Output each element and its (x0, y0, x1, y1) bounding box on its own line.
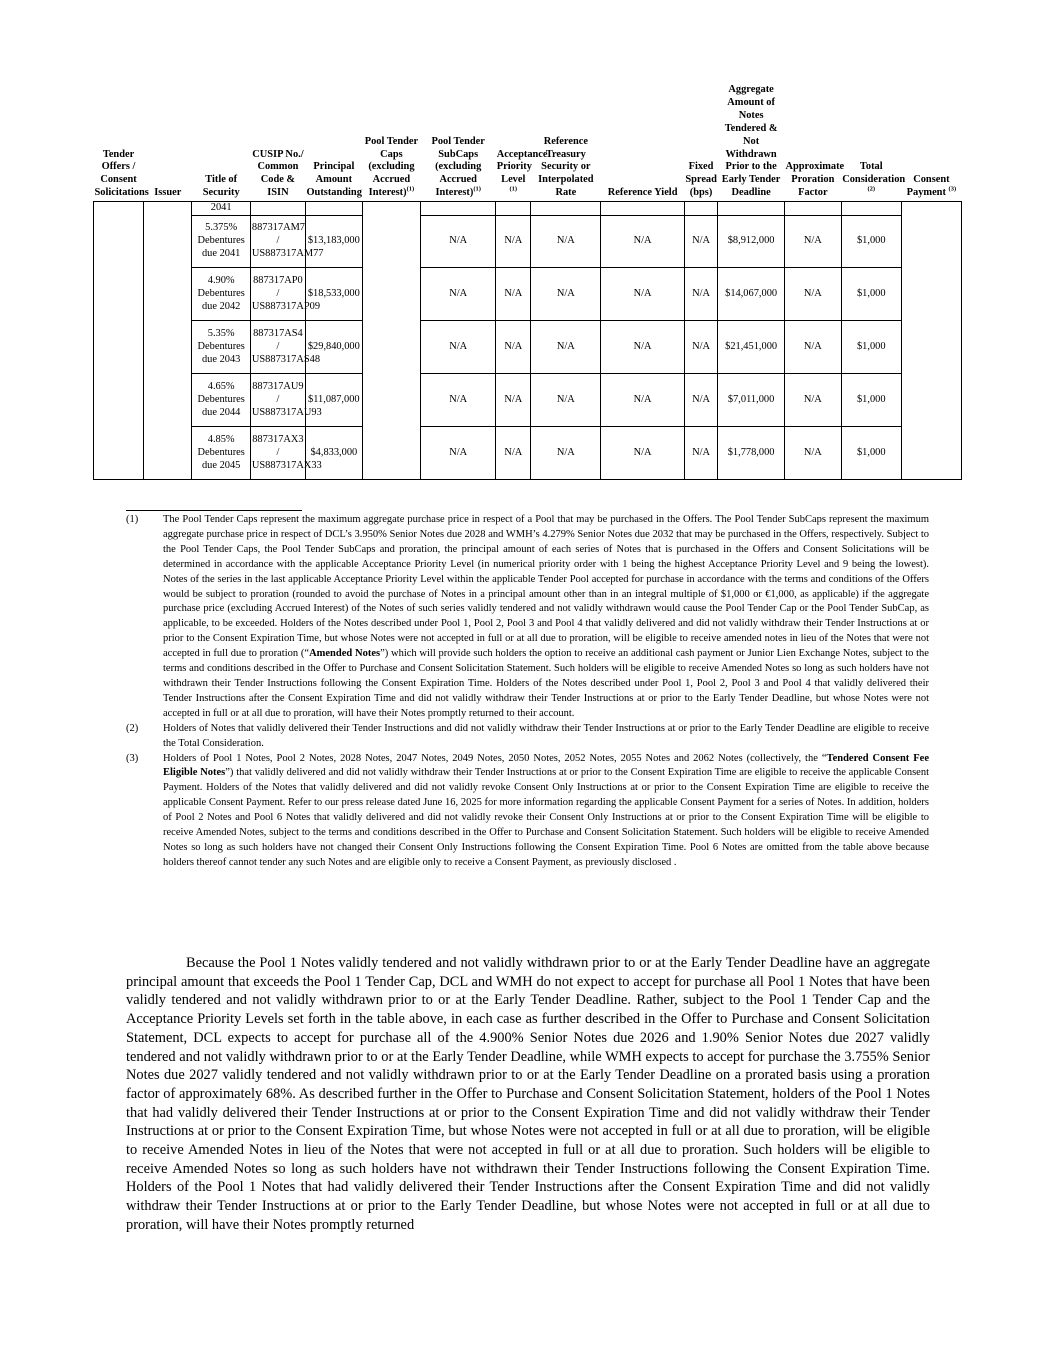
table-row (94, 427, 962, 480)
cell-total: $1,000 (841, 216, 901, 268)
cell-priority: N/A (496, 321, 531, 374)
cell-proration: N/A (784, 268, 841, 321)
cell-title: 4.90% Debentures due 2042 (192, 268, 250, 321)
cell-total: $1,000 (841, 427, 901, 480)
header-priority (496, 84, 548, 202)
header-priority-footnote: (1) (509, 185, 518, 193)
footnote-3-defined-term: Tendered Consent Fee Eligible Notes (163, 752, 929, 779)
cell-aggregate: $21,451,000 (718, 321, 785, 374)
header-cusip (250, 84, 305, 202)
header-consent-footnote: (3) (948, 185, 957, 193)
cell-principal: $13,183,000 (305, 216, 362, 268)
footnote-divider (126, 510, 302, 511)
header-spread (684, 84, 717, 202)
header-cap (362, 84, 420, 202)
cell-proration: N/A (784, 427, 841, 480)
cell-treasury: N/A (531, 216, 601, 268)
cell-spread: N/A (684, 268, 717, 321)
header-offers (94, 84, 149, 202)
cell-principal: $11,087,000 (305, 374, 362, 427)
cell-spread: N/A (684, 216, 717, 268)
cell-proration: N/A (784, 216, 841, 268)
cell-proration: N/A (784, 374, 841, 427)
cell-principal-continued (305, 202, 362, 216)
header-treasury-label: Reference Treasury Security or Interpolated Rate (538, 135, 594, 199)
table-row (94, 268, 962, 321)
cell-consent-merged (901, 202, 961, 480)
footnote-1-defined-term: Amended Notes (309, 648, 381, 660)
cell-yield: N/A (601, 268, 684, 321)
header-cusip-label: CUSIP No./ Common Code & ISIN (252, 148, 304, 199)
cell-priority: N/A (496, 374, 531, 427)
cell-spread: N/A (684, 427, 717, 480)
footnote-2-number: (2) (126, 722, 139, 734)
header-total-label: Total Consideration (842, 161, 906, 186)
header-issuer-label: Issuer (154, 187, 182, 199)
footnote-2 (126, 722, 929, 752)
cell-cusip: 887317AM7 / US887317AM77 (250, 216, 305, 268)
header-total (841, 84, 906, 202)
cell-subcap-continued (421, 202, 496, 216)
cell-proration: N/A (784, 321, 841, 374)
cell-cap-merged (362, 202, 420, 480)
body-paragraph: Because the Pool 1 Notes validly tendered and not validly withdrawn prior to or at the Early Tender Deadline have an aggregate principal amount that exceeds the Pool 1 Tender Cap, DCL and WMH do not expect to accept for purchase all Pool 1 Notes that have been validly tendered and not validly withdrawn prior to or at the Early Tender Deadline. Rather, subject to the Pool 1 Tender Cap and the Acceptance Priority Levels set forth in the table above, in each case as further described in the Offer to Purchase and Consent Solicitation Statement, DCL expects to accept for purchase all of the 4.900% Senior Notes due 2026 and 1.90% Senior Notes due 2027 validly tendered and not validly withdrawn prior to or at the Early Tender Deadline, while WMH expects to accept for purchase the 3.755% Senior Notes due 2027 validly tendered and not validly withdrawn prior to or at the Early Tender Deadline on a prorated basis using a proration factor of approximately 68%. As described further in the Offer to Purchase and Consent Solicitation Statement, holders of the Pool 1 Notes that had validly delivered their Tender Instructions at or prior to the Consent Expiration Time and did not validly withdraw their Tender Instructions at or prior to the Consent Expiration Time, but whose Notes were not accepted in full or at all due to proration, will be eligible to receive Amended Notes in lieu of the Notes that were not accepted in full or at all due to proration. Such holders will be eligible to receive Amended Notes so long as such holders have not withdrawn their Tender Instructions following the Consent Expiration Time. Holders of the Pool 1 Notes that had validly delivered their Tender Instructions after the Consent Expiration Time and did not validly withdraw their Tender Instructions at or prior to the Early Tender Deadline, but whose Notes were not accepted in full or at all due to proration, will have their Notes promptly returned (126, 955, 930, 1233)
cell-total: $1,000 (841, 321, 901, 374)
header-issuer (144, 84, 192, 202)
cell-principal: $4,833,000 (305, 427, 362, 480)
cell-spread: N/A (684, 321, 717, 374)
header-cap-footnote: (1) (406, 185, 415, 193)
cell-priority: N/A (496, 427, 531, 480)
cell-issuer-merged (144, 202, 192, 480)
footnote-1 (126, 513, 929, 722)
header-title-label: Title of Security (202, 174, 240, 199)
header-principal-label: Principal Amount Outstanding (306, 161, 362, 199)
cell-treasury: N/A (531, 321, 601, 374)
table-row (94, 216, 962, 268)
header-cap-label: Pool Tender Caps (excluding Accrued Interest) (364, 135, 419, 199)
footnotes (126, 513, 929, 871)
cell-cusip-continued (250, 202, 305, 216)
cell-treasury-continued (531, 202, 601, 216)
cell-principal: $18,533,000 (305, 268, 362, 321)
header-yield (601, 84, 684, 202)
header-aggregate-label: Aggregate Amount of Notes Tendered & Not Withdrawn Prior to the Early Tender Deadline (721, 84, 781, 199)
cell-subcap: N/A (421, 321, 496, 374)
cell-cusip: 887317AU9 / US887317AU93 (250, 374, 305, 427)
cell-subcap: N/A (421, 216, 496, 268)
header-aggregate (718, 84, 785, 202)
cell-aggregate: $7,011,000 (718, 374, 785, 427)
cell-yield: N/A (601, 427, 684, 480)
cell-total: $1,000 (841, 374, 901, 427)
cell-priority: N/A (496, 268, 531, 321)
header-total-footnote: (2) (867, 185, 876, 193)
header-yield-label: Reference Yield (607, 187, 678, 199)
footnote-3-text-end: ”) that validly delivered and did not validly withdraw their Tender Instructions at or prior to the Consent Expiration Time are eligible to receive the applicable Consent Payment. Holders of the Notes that validly delivered and did not validly revoke Consent Only Instructions at or prior to the Consent Expiration Time are eligible to receive the applicable Consent Payment. Refer to our press release dated June 16, 2025 for more information regarding the applicable Consent Payment for a series of Notes. In addition, holders of Pool 2 Notes and Pool 6 Notes that validly delivered and did not validly revoke their Consent Only Instructions at or prior to the Consent Expiration Time will be eligible to receive Amended Notes, subject to the terms and conditions described in the Offer to Purchase and Consent Solicitation Statement. Such holders will be eligible to receive Amended Notes so long as such holders have not changed their Consent Only Instructions following the Consent Expiration Time. Pool 6 Notes are omitted from the table above because holders thereof cannot tender any such Notes and are eligible only to receive a Consent Payment, as previously disclosed . (163, 767, 929, 868)
header-offers-label: Tender Offers / Consent Solicitations (94, 148, 149, 199)
cell-spread-continued (684, 202, 717, 216)
header-principal (305, 84, 362, 202)
cell-subcap: N/A (421, 268, 496, 321)
cell-yield: N/A (601, 374, 684, 427)
cell-yield-continued (601, 202, 684, 216)
header-priority-label: Acceptance Priority Level (496, 148, 548, 186)
cell-cusip: 887317AX3 / US887317AX33 (250, 427, 305, 480)
table-row-continued (94, 202, 962, 216)
cell-yield: N/A (601, 321, 684, 374)
cell-treasury: N/A (531, 427, 601, 480)
cell-subcap: N/A (421, 427, 496, 480)
header-subcap-label: Pool Tender SubCaps (excluding Accrued Interest) (431, 135, 485, 199)
header-proration-label: Approximate Proration Factor (785, 161, 845, 199)
cell-offers-merged (94, 202, 144, 480)
footnote-1-text-start: The Pool Tender Caps represent the maximum aggregate purchase price in respect of a Pool that may be purchased in the Offers. The Pool Tender SubCaps represent the maximum aggregate purchase price in respect of DCL’s 3.950% Senior Notes due 2028 and WMH’s 4.279% Senior Notes due 2032 that may be purchased in the Offers, respectively. Subject to the Pool Tender Caps, the Pool Tender SubCaps and proration, the principal amount of each series of Notes that is purchased in the Offers and Consent Solicitations will be determined in accordance with the applicable Acceptance Priority Level (in numerical priority order with 1 being the highest Acceptance Priority Level and 9 being the lowest). Notes of the series in the last applicable Acceptance Priority Level within the applicable Tender Pool accepted for purchase in accordance with the terms and conditions of the Offers would be subject to proration (rounded to avoid the purchase of Notes in a principal amount other than in an integral multiple of $1,000 or €1,000, as applicable) if the aggregate purchase price (excluding Accrued Interest) of the Notes of such series validly tendered and not validly withdrawn would cause the Pool Tender Cap or the Pool Tender SubCap, as applicable, to be exceeded. Holders of the Notes described under Pool 1, Pool 2, Pool 3 and Pool 4 that validly delivered and did not validly withdraw their Tender Instructions at or prior to the Consent Expiration Time, but whose Notes were not accepted in full or at all due to proration, will be eligible to receive amended notes in lieu of the Notes that were not accepted in full due to proration (“ (163, 514, 929, 660)
cell-title: 4.85% Debentures due 2045 (192, 427, 250, 480)
footnote-1-text-end: ”) which will provide such holders the option to receive an additional cash payment or Junior Lien Exchange Notes, subject to the terms and conditions described in the Offer to Purchase and Consent Solicitation Statement. Such holders will be eligible to receive Amended Notes so long as such holders have not withdrawn their Tender Instructions following the Consent Expiration Time. Holders of the Notes described under Pool 1, Pool 2, Pool 3 and Pool 4 that validly delivered their Tender Instructions after the Consent Expiration Time and did not validly withdraw their Tender Instructions at or prior to the Early Tender Deadline, but whose Notes were not accepted in full or at all due to proration, will have their Notes promptly returned to their account. (163, 648, 929, 719)
cell-proration-continued (784, 202, 841, 216)
footnote-2-text: Holders of Notes that validly delivered their Tender Instructions and did not validly withdraw their Tender Instructions at or prior to the Early Tender Deadline are eligible to receive the Total Consideration. (163, 722, 929, 749)
header-subcap (421, 84, 496, 202)
cell-title: 5.35% Debentures due 2043 (192, 321, 250, 374)
cell-priority: N/A (496, 216, 531, 268)
cell-yield: N/A (601, 216, 684, 268)
cell-aggregate: $1,778,000 (718, 427, 785, 480)
table-header-row (94, 84, 962, 202)
header-consent (901, 84, 961, 202)
header-spread-label: Fixed Spread (bps) (685, 161, 717, 199)
header-proration (784, 84, 845, 202)
footnote-3-number: (3) (126, 752, 139, 764)
footnote-1-text (163, 513, 929, 722)
cell-aggregate: $8,912,000 (718, 216, 785, 268)
cell-title: 5.375% Debentures due 2041 (192, 216, 250, 268)
footnote-3-text-start: Holders of Pool 1 Notes, Pool 2 Notes, 2028 Notes, 2047 Notes, 2049 Notes, 2050 Notes, 2052 Notes, 2055 Notes and 2062 Notes (collectively, the “ (163, 752, 827, 764)
header-subcap-footnote: (1) (473, 185, 481, 193)
header-treasury (531, 84, 601, 202)
cell-aggregate: $14,067,000 (718, 268, 785, 321)
cell-spread: N/A (684, 374, 717, 427)
cell-title: 4.65% Debentures due 2044 (192, 374, 250, 427)
cell-cusip: 887317AP0 / US887317AP09 (250, 268, 305, 321)
cell-subcap: N/A (421, 374, 496, 427)
cell-treasury: N/A (531, 268, 601, 321)
cell-treasury: N/A (531, 374, 601, 427)
header-title (192, 84, 250, 202)
header-consent-label: Consent Payment (906, 174, 950, 199)
cell-total: $1,000 (841, 268, 901, 321)
table-row (94, 374, 962, 427)
tender-offers-table (93, 84, 962, 480)
cell-total-continued (841, 202, 901, 216)
cell-cusip: 887317AS4 / US887317AS48 (250, 321, 305, 374)
footnote-1-number: (1) (126, 514, 139, 525)
cell-principal: $29,840,000 (305, 321, 362, 374)
cell-priority-continued (496, 202, 531, 216)
cell-title-continued: 2041 (192, 202, 250, 216)
table-row (94, 321, 962, 374)
footnote-3-text (163, 752, 929, 871)
cell-aggregate-continued (718, 202, 785, 216)
footnote-3 (126, 752, 929, 871)
